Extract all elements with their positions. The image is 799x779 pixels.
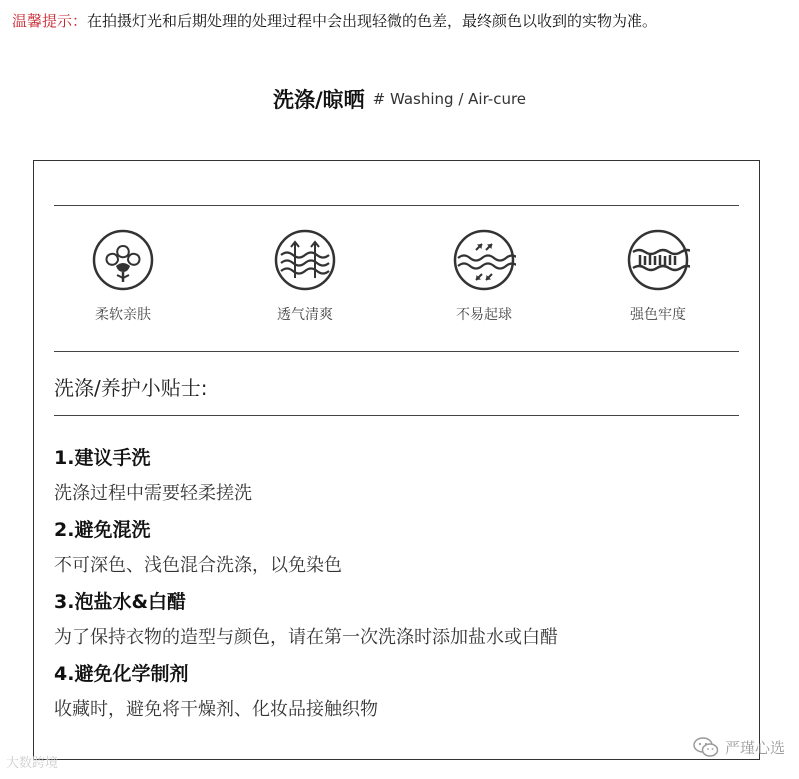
breathable-fabric-icon [273,228,337,292]
watermark-left-text: 大数跨境 [6,756,59,771]
section-title-cn: 洗涤/晾晒 [272,88,365,112]
wechat-icon [693,736,719,758]
color-difference-notice [12,10,792,31]
tip-body: 收藏时，避免将干燥剂、化妆品接触织物 [54,699,378,720]
divider-top [54,205,739,206]
divider-tips [54,415,739,416]
section-title-en: # Washing / Air-cure [372,90,527,108]
feature-label: 柔软亲肤 [95,307,151,323]
tip-body: 为了保持衣物的造型与颜色，请在第一次洗涤时添加盐水或白醋 [54,627,558,648]
feature-colorfast [598,228,718,324]
watermark-left [6,752,58,771]
feature-label: 透气清爽 [277,307,333,323]
feature-anti-pilling [424,228,544,324]
feature-label: 不易起球 [456,307,512,323]
care-tips-list [54,444,754,732]
tip-body: 洗涤过程中需要轻柔搓洗 [54,483,252,504]
section-title [0,84,799,114]
tip-title: 3.泡盐水&白醋 [54,591,187,613]
divider-middle [54,351,739,352]
tip-body: 不可深色、浅色混合洗涤，以免染色 [54,555,342,576]
tip-title: 1.建议手洗 [54,447,151,469]
tip-title: 4.避免化学制剂 [54,663,189,685]
notice-text: 在拍摄灯光和后期处理的处理过程中会出现轻微的色差，最终颜色以收到的实物为准。 [87,12,658,30]
cotton-flower-icon [91,228,155,292]
notice-label: 温馨提示： [12,12,88,30]
feature-label: 强色牢度 [630,307,686,323]
feature-soft [63,228,183,324]
care-tips-heading: 洗涤/养护小贴士: [54,376,208,400]
watermark-right-text: 严瑾心选 [724,738,785,757]
colorfast-fabric-icon [626,228,690,292]
tip-title: 2.避免混洗 [54,519,151,541]
anti-pilling-icon [452,228,516,292]
feature-breathable [245,228,365,324]
watermark-right [693,736,785,758]
